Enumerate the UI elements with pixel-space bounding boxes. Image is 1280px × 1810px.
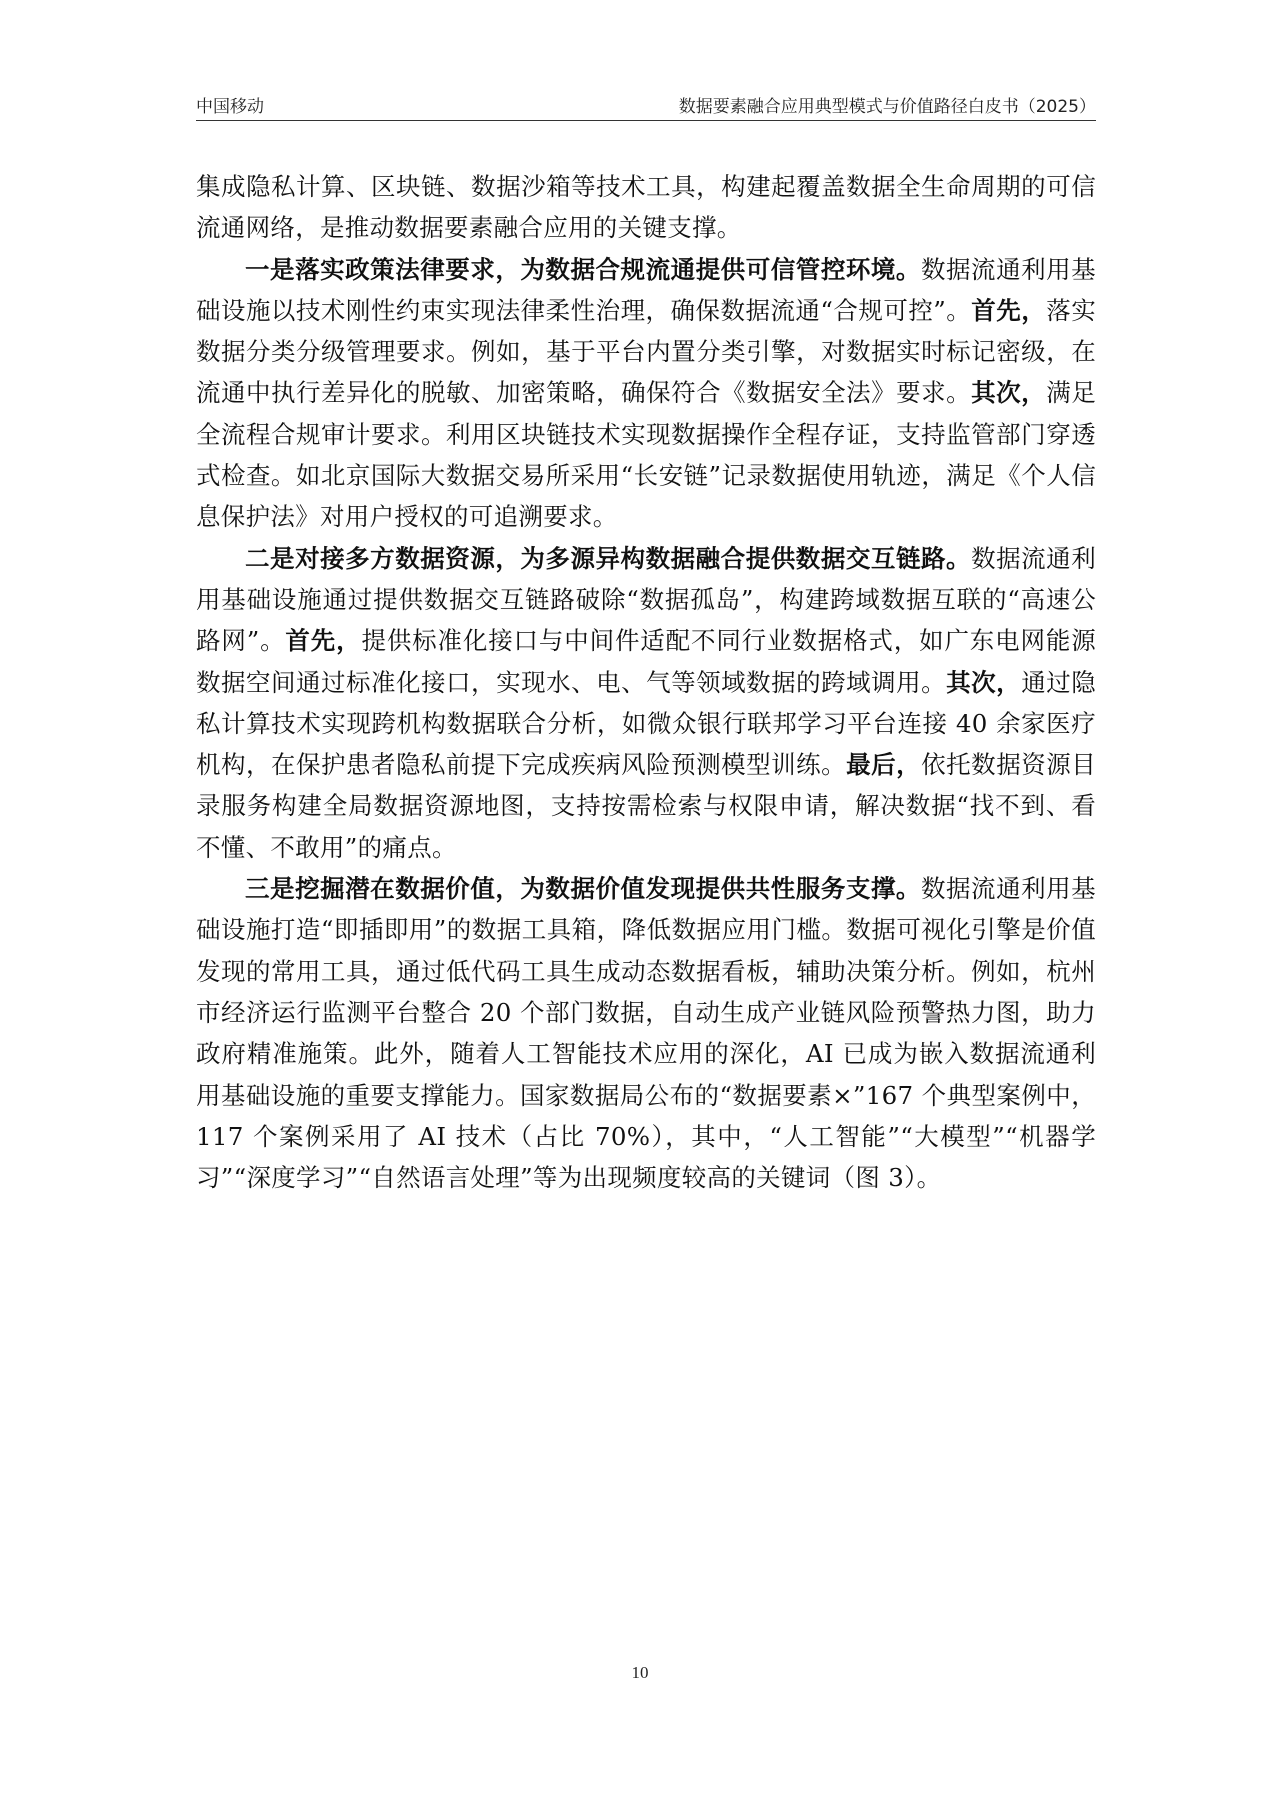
paragraph-text: 数据流通利用基础设施以技术刚性约束实现法律柔性治理，确保数据流通“合规可控”。: [196, 254, 1096, 325]
paragraph-heading: 一是落实政策法律要求，为数据合规流通提供可信管控环境。: [245, 254, 921, 284]
paragraph-heading: 二是对接多方数据资源，为多源异构数据融合提供数据交互链路。: [245, 543, 972, 573]
paragraph-text: 数据流通利用基础设施通过提供数据交互链路破除“数据孤岛”，构建跨域数据互联的“高速公路网”。: [196, 543, 1097, 656]
paragraph-intro-continued: [196, 166, 1096, 249]
page-number: 10: [631, 1663, 649, 1682]
paragraph-text: 提供标准化接口与中间件适配不同行业数据格式，如广东电网能源数据空间通过标准化接口，实现水、电、气等领域数据的跨域调用。: [196, 626, 1096, 697]
body-text: [196, 166, 1096, 1198]
paragraph-data-value: [196, 868, 1096, 1198]
page-header: [196, 92, 1096, 116]
inline-emphasis: 最后，: [846, 750, 922, 780]
inline-emphasis: 其次，: [946, 667, 1022, 697]
inline-emphasis: 首先，: [285, 626, 362, 656]
paragraph-text: 通过隐私计算技术实现跨机构数据联合分析，如微众银行联邦学习平台连接 40 余家医疗机构，在保护患者隐私前提下完成疾病风险预测模型训练。: [196, 667, 1097, 780]
header-divider: [196, 120, 1096, 121]
paragraph-policy-compliance: [196, 249, 1096, 538]
header-organization: 中国移动: [196, 97, 264, 117]
paragraph-text: 满足全流程合规审计要求。利用区块链技术实现数据操作全程存证，支持监管部门穿透式检查。如北京国际大数据交易所采用“长安链”记录数据使用轨迹，满足《个人信息保护法》对用户授权的可追溯要求。: [196, 378, 1097, 532]
header-document-title: 数据要素融合应用典型模式与价值路径白皮书（2025）: [678, 97, 1096, 117]
paragraph-text: 落实数据分类分级管理要求。例如，基于平台内置分类引擎，对数据实时标记密级，在流通中执行差异化的脱敏、加密策略，确保符合《数据安全法》要求。: [196, 295, 1096, 408]
paragraph-multi-source-data: [196, 538, 1096, 868]
paragraph-text: 集成隐私计算、区块链、数据沙箱等技术工具，构建起覆盖数据全生命周期的可信流通网络，是推动数据要素融合应用的关键支撑。: [196, 172, 1096, 243]
inline-emphasis: 首先，: [971, 295, 1047, 325]
paragraph-text: 数据流通利用基础设施打造“即插即用”的数据工具箱，降低数据应用门槛。数据可视化引擎是价值发现的常用工具，通过低代码工具生成动态数据看板，辅助决策分析。例如，杭州市经济运行监测平台整合 20 个部门数据，自动生成产业链风险预警热力图，助力政府精准施策。此外，随着人工智能技术应用的深化，AI 已成为嵌入数据流通利用基础设施的重要支撑能力。国家数据局公布的“数据要素×”167 个典型案例中，117 个案例采用了 AI 技术（占比 70%），其中，“人工智能”“大模型”“机器学习”“深度学习”“自然语言处理”等为出现频度较高的关键词（图 3）。: [196, 874, 1096, 1193]
inline-emphasis: 其次，: [971, 378, 1047, 408]
paragraph-heading: 三是挖掘潜在数据价值，为数据价值发现提供共性服务支撑。: [245, 874, 921, 904]
paragraph-text: 依托数据资源目录服务构建全局数据资源地图，支持按需检索与权限申请，解决数据“找不到、看不懂、不敢用”的痛点。: [196, 750, 1097, 862]
